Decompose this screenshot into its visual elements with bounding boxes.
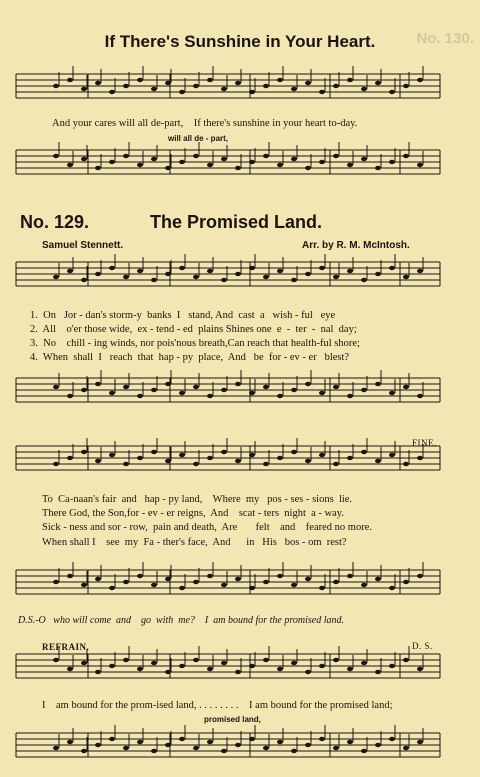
verse-line-3a: 3. No chill - ing winds, nor pois'nous breath,Can reach that health-ful shore; <box>30 338 360 349</box>
verse-line-2b: There God, the Son,for - ev - er reigns, And scat - ters night a - way. <box>42 508 344 519</box>
refrain-label: REFRAIN. <box>42 642 90 652</box>
verse-line-3b: Sick - ness and sor - row, pain and death, Are felt and feared no more. <box>42 522 372 533</box>
verse-line-4a: 4. When shall I reach that hap - py place, And be for - ev - er blest? <box>30 352 350 363</box>
hymn-number: No. 129. <box>20 212 90 232</box>
verse-line-1a: 1. On Jor - dan's storm-y banks I stand, And cast a wish - ful eye <box>30 310 336 321</box>
top-hymn-lyric: And your cares will all de-part, If there's sunshine in your heart to-day. <box>52 118 358 129</box>
ds-marker: D. S. <box>412 641 433 651</box>
hymn-title: The Promised Land. <box>150 212 323 232</box>
top-hymn-title: If There's Sunshine in Your Heart. <box>104 32 376 51</box>
verse-line-2a: 2. All o'er those wide, ex - tend - ed plains Shines one e - ter - nal day; <box>30 324 357 335</box>
hymn-arranger: Arr. by R. M. McIntosh. <box>302 240 410 251</box>
fine-marker: FINE. <box>412 438 437 448</box>
verse-line-1b: To Ca-naan's fair and hap - py land, Where my pos - ses - sions lie. <box>42 494 353 505</box>
top-hymn-bass-lyric: will all de - part, <box>168 134 229 143</box>
hymn-author: Samuel Stennett. <box>42 240 124 251</box>
ds-lyric-line: D.S.-O who will come and go with me? I am bound for the promised land. <box>18 615 345 626</box>
refrain-bass-lyric: promised land, <box>204 715 261 724</box>
refrain-lyric: I am bound for the prom-ised land, . . . . . . . . I am bound for the promised land; <box>42 700 393 711</box>
ghost-hymn-number: No. 130. <box>416 30 474 47</box>
verse-line-4b: When shall I see my Fa - ther's face, And in His bos - om rest? <box>42 537 347 548</box>
